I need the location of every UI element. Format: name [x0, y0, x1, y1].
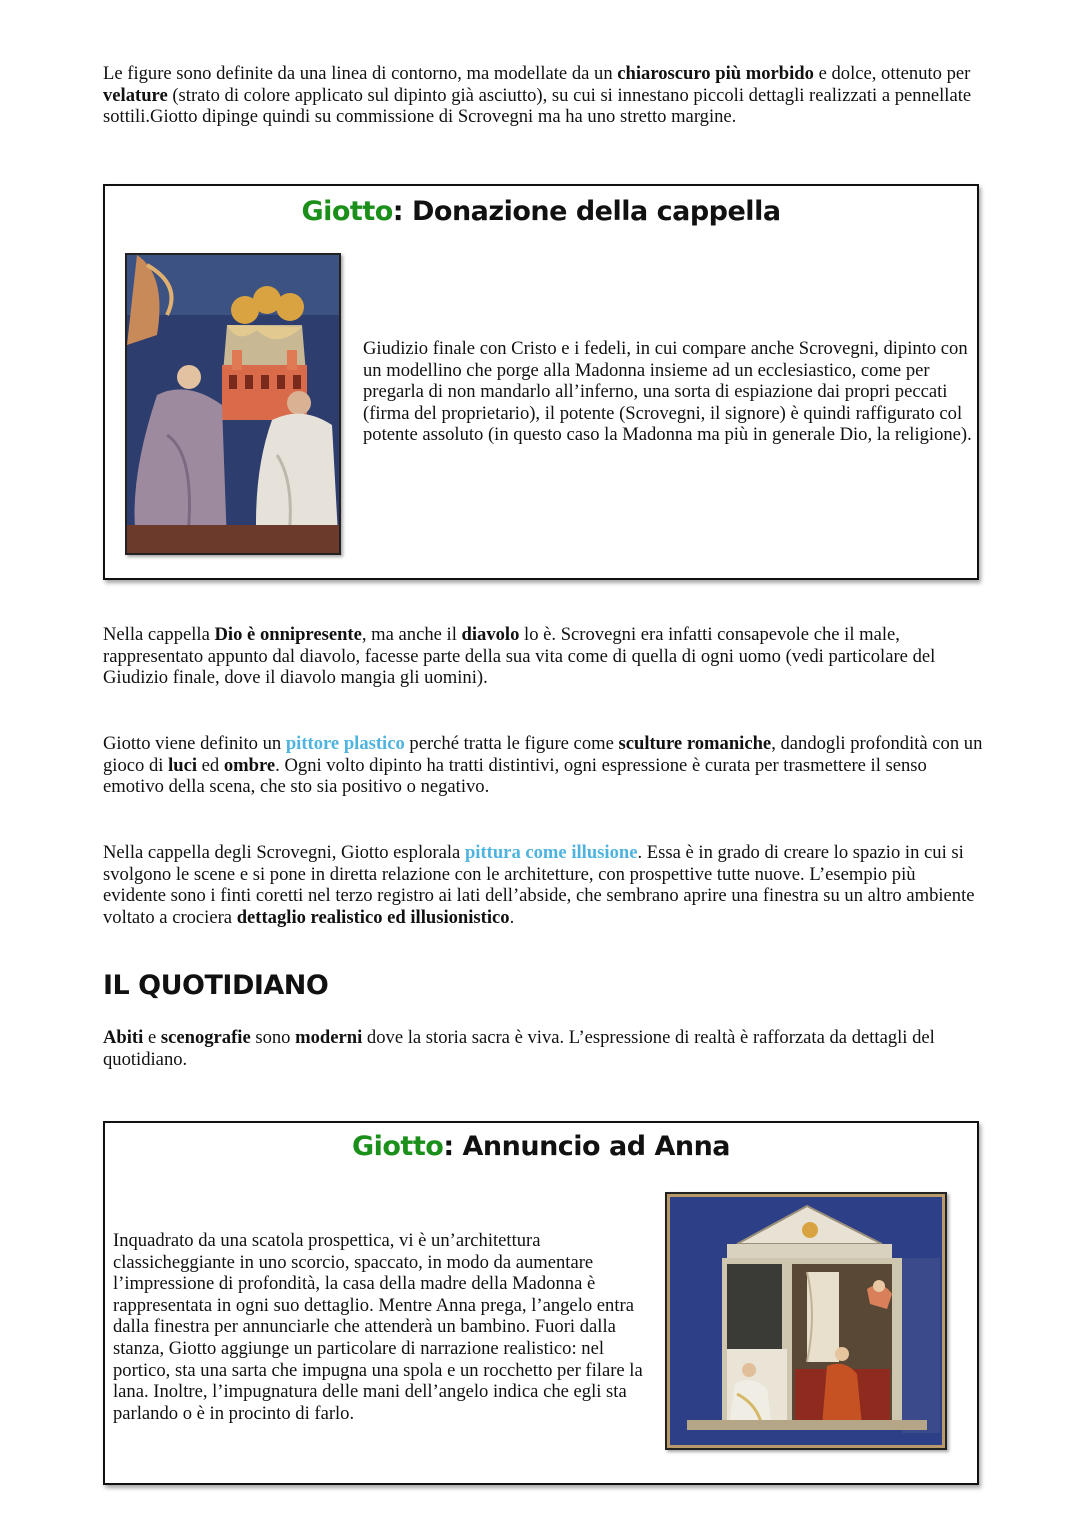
annuncio-painting-image — [665, 1192, 947, 1450]
intro-paragraph: Le figure sono definite da una linea di contorno, ma modellate da un chiaroscuro più morbido e dolce, ottenuto per velature (strato di colore applicato sul dipinto già asciutto), su cui si innestano piccoli dettagli realizzati a pennellate sottili.Giotto dipinge quindi su commissione di Scrovegni ma ha uno stretto margine. — [103, 63, 972, 128]
annuncio-painting-illustration — [667, 1194, 945, 1448]
annuncio-description: Inquadrato da una scatola prospettica, vi è un’architettura classicheggiante in uno scorcio, spaccato, in modo da aumentare l’impressione di profondità, la casa della madre della Madonna è rappresentata in ogni suo dettaglio. Mentre Anna prega, l’angelo entra dalla finestra per annunciarle che attenderà un bambino. Fuori dalla stanza, Giotto aggiunge un particolare di narrazione realistico: nel portico, sta una sarta che impugna una spola e un rocchetto per filare la lana. Inoltre, l’impugnatura delle mani dell’angelo indica che egli sta parlando o è in procinto di farlo. — [113, 1230, 643, 1424]
artwork-box-donazione — [103, 184, 979, 580]
donazione-description: Giudizio finale con Cristo e i fedeli, in cui compare anche Scrovegni, dipinto con un modellino che porge alla Madonna insieme ad un ecclesiastico, come per pregarla di non mandarlo all’inferno, una sorta di espiazione dai propri peccati (firma del proprietario), il potente (Scrovegni, il signore) è quindi raffigurato col potente assoluto (in questo caso la Madonna ma più in generale Dio, la religione). — [363, 338, 972, 446]
donazione-painting-illustration — [127, 255, 339, 553]
paragraph-dio-diavolo: Nella cappella Dio è onnipresente, ma anche il diavolo lo è. Scrovegni era infatti consapevole che il male, rappresentato appunto dal diavolo, facesse parte della sua vita come di quella di ogni uomo (vedi particolare del Giudizio finale, dove il diavolo mangia gli uomini). — [103, 624, 936, 689]
paragraph-abiti-scenografie: Abiti e scenografie sono moderni dove la storia sacra è viva. L’espressione di realtà è rafforzata da dettagli del quotidiano. — [103, 1027, 935, 1070]
artwork-box-annuncio — [103, 1121, 979, 1485]
donazione-painting-image — [125, 253, 341, 555]
box-title: Giotto: Annuncio ad Anna — [351, 1131, 731, 1162]
box-title: Giotto: Donazione della cappella — [301, 196, 781, 227]
section-heading-quotidiano: IL QUOTIDIANO — [103, 970, 329, 1001]
paragraph-pittura-illusione: Nella cappella degli Scrovegni, Giotto esplorala pittura come illusione. Essa è in grado di creare lo spazio in cui si svolgono le scene e si pone in diretta relazione con le architetture, con prospettive tutte nuove. L’esempio più evidente sono i finti coretti nel terzo registro ai lati dell’abside, che sembrano aprire una finestra su un altro ambiente voltato a crociera dettaglio realistico ed illusionistico. — [103, 842, 975, 928]
paragraph-pittore-plastico: Giotto viene definito un pittore plastico perché tratta le figure come sculture romaniche, dandogli profondità con un gioco di luci ed ombre. Ogni volto dipinto ha tratti distintivi, ogni espressione è curata per trasmettere il senso emotivo della scena, che sto sia positivo o negativo. — [103, 733, 983, 798]
